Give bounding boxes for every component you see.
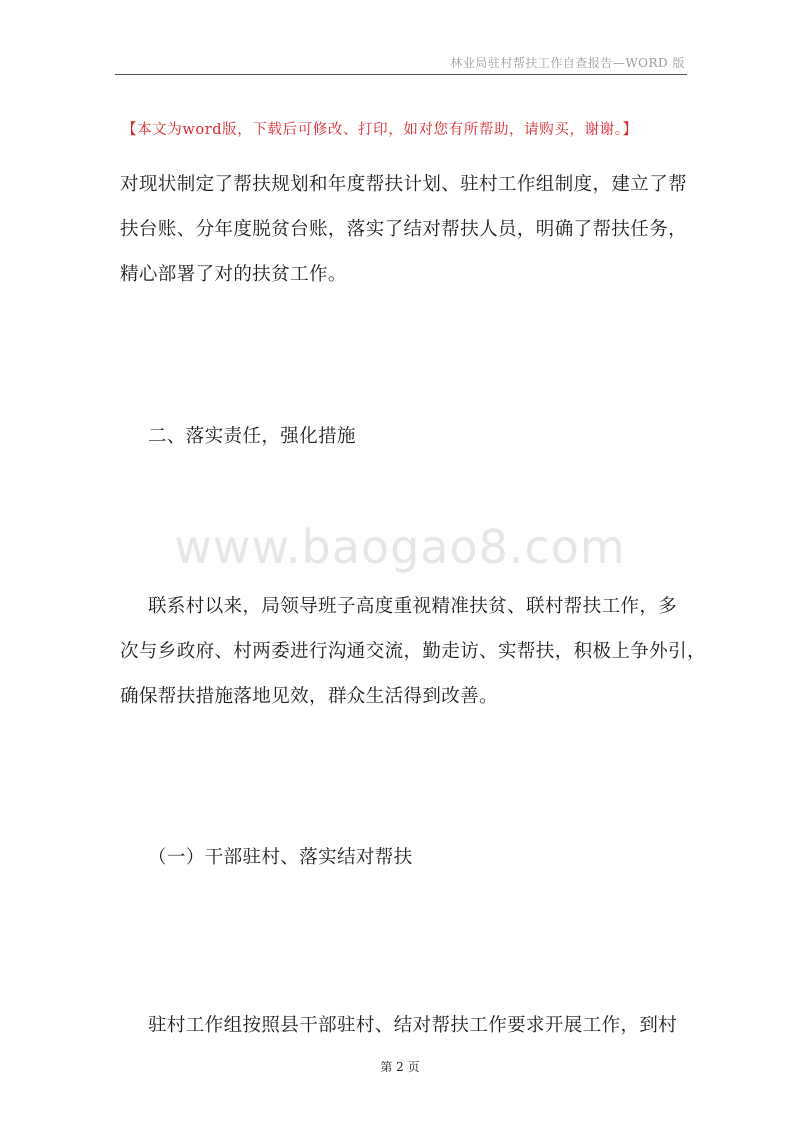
paragraph-2-line-1: 联系村以来，局领导班子高度重视精准扶贫、联村帮扶工作，多 (148, 596, 678, 617)
paragraph-1 (120, 162, 690, 297)
purchase-notice: 【本文为word版，下载后可修改、打印，如对您有所帮助，请购买，谢谢。】 (122, 122, 638, 138)
paragraph-3 (120, 1003, 690, 1048)
paragraph-2 (120, 584, 706, 719)
paragraph-2-line-2: 次与乡政府、村两委进行沟通交流，勤走访、实帮扶，积极上争外引， (120, 641, 706, 662)
paragraph-1-line-3: 精心部署了对的扶贫工作。 (120, 264, 347, 285)
paragraph-3-line-1: 驻村工作组按照县干部驻村、结对帮扶工作要求开展工作，到村 (148, 1015, 678, 1036)
section-heading-2: 二、落实责任，强化措施 (148, 426, 356, 447)
paragraph-1-line-1: 对现状制定了帮扶规划和年度帮扶计划、驻村工作组制度，建立了帮 (120, 174, 688, 195)
header-rule (115, 74, 687, 75)
section-heading-3: （一）干部驻村、落实结对帮扶 (148, 847, 413, 868)
paragraph-1-line-2: 扶台账、分年度脱贫台账，落实了结对帮扶人员，明确了帮扶任务， (120, 219, 688, 240)
watermark: www.baogao8.com (174, 520, 626, 574)
paragraph-2-line-3: 确保帮扶措施落地见效，群众生活得到改善。 (120, 686, 499, 707)
page-number: 第 2 页 (380, 1060, 420, 1074)
page-header-title: 林业局驻村帮扶工作自查报告—WORD 版 (450, 56, 685, 70)
